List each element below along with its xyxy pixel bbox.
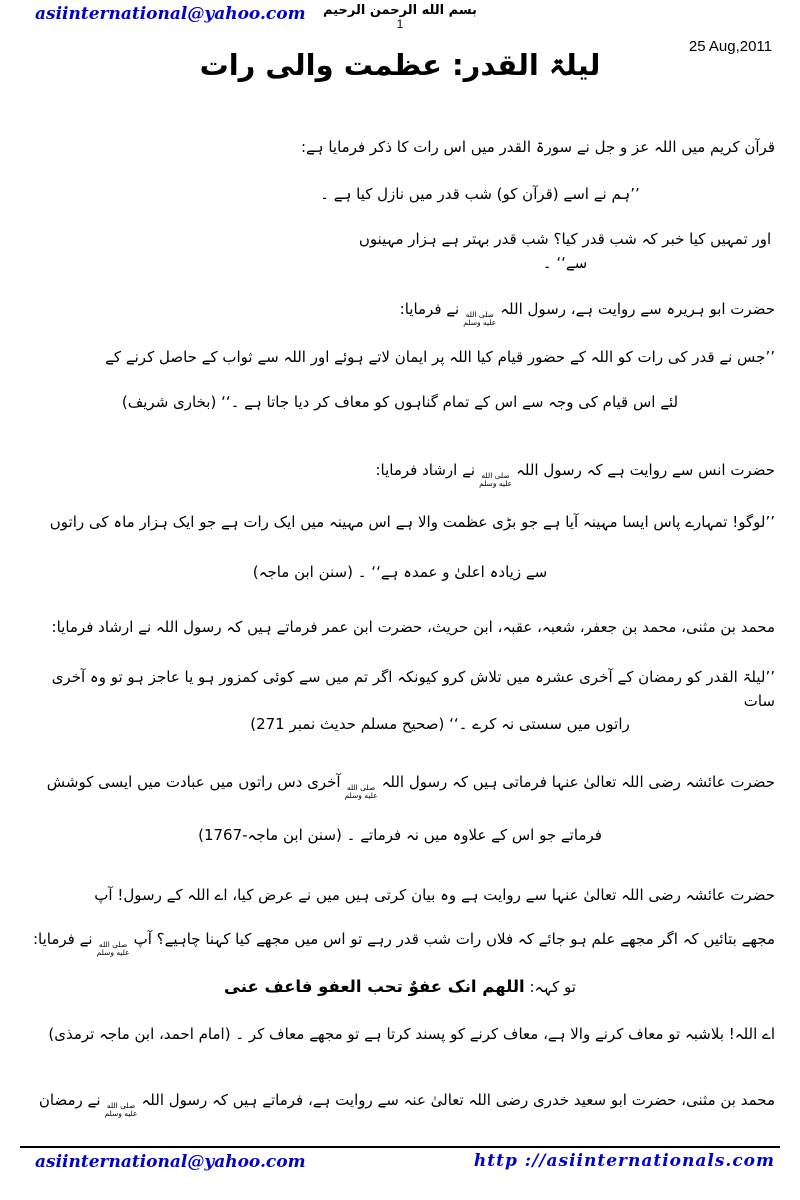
header-email-link[interactable]: asiinternational@yahoo.com (35, 4, 306, 24)
hadith-3-text-line-2: راتوں میں سستی نہ کرے ۔‘‘ (صحیح مسلم حدیث نمبر 271) (250, 715, 630, 733)
hadith-1-text-line-2: لئے اس قیام کی وجہ سے اس کے تمام گناہوں کو معاف کر دیا جاتا ہے ۔‘‘ (بخاری شریف) (121, 393, 679, 411)
hadith-5-text-line-2 (25, 927, 775, 957)
hadith-text: نے فرمایا: (33, 930, 93, 948)
hadith-3-attribution: محمد بن مثنی، محمد بن جعفر، شعبہ، عقبہ، ابن حریث، حضرت ابن عمر فرماتے ہیں کہ رسول اللہ نے ارشاد فرمایا: (51, 618, 775, 636)
hadith-1-attribution (25, 297, 775, 327)
bismillah-text: بسم الله الرحمن الرحيم (323, 3, 477, 18)
hadith-2-text-line-1: ’’لوگو! تمہارے پاس ایسا مہینہ آیا ہے جو بڑی عظمت والا ہے اس مہینہ میں ایک رات ہے جو ایک ہزار ماہ کی راتوں (49, 513, 775, 531)
hadith-4-text-line-2: فرماتے جو اس کے علاوہ میں نہ فرماتے ۔ (سنن ابن ماجہ-‏1767) (198, 826, 602, 844)
hadith-5-text-line-1: حضرت عائشہ رضی اللہ تعالیٰ عنہا سے روایت ہے وہ بیان کرتی ہیں میں نے عرض کیا، اے اللہ کے رسول! آپ (94, 886, 775, 904)
attribution-text: نے فرمایا: (399, 300, 460, 318)
page-number: 1 (396, 17, 404, 31)
hadith-6-text-line-1 (25, 1088, 775, 1118)
hadith-3-text-line-1: ’’لیلۃ القدر کو رمضان کے آخری عشرہ میں تلاش کرو کیونکہ اگر تم میں سے کوئی کمزور ہو یا عاجز ہو تو وہ آخری سات (51, 668, 775, 710)
hadith-text: آخری دس راتوں میں عبادت میں ایسی کوشش (46, 773, 341, 791)
footer-email-link[interactable]: asiinternational@yahoo.com (35, 1152, 306, 1172)
quran-quote-line-2: اور تمہیں کیا خبر کہ شب قدر کیا؟ شب قدر بہتر ہے ہزار مہینوں سے‘‘ ۔ (358, 230, 772, 272)
footer-website-link[interactable]: http ://asiinternationals.com (473, 1151, 775, 1171)
dua-intro: تو کہہ: (529, 978, 576, 996)
pbuh-honorific-mark: صلى الله عليه وسلم (96, 940, 130, 957)
hadith-text: مجھے بتائیں کہ اگر مجھے علم ہو جائے کہ فلاں رات شب قدر رہے تو اس میں مجھے کیا کہنا چاہیے؟ آپ (133, 930, 775, 948)
page-title: لیلۃ القدر: عظمت والی رات (199, 48, 601, 82)
attribution-text: حضرت انس سے روایت ہے کہ رسول اللہ (516, 461, 775, 479)
hadith-4-text-line-1 (25, 770, 775, 800)
hadith-2-attribution (25, 458, 775, 488)
pbuh-honorific-mark: صلى الله عليه وسلم (344, 783, 378, 800)
hadith-text: نے رمضان (38, 1091, 101, 1109)
footer-divider (20, 1146, 780, 1148)
hadith-1-text-line-1: ’’جس نے قدر کی رات کو اللہ کے حضور قیام کیا اللہ پر ایمان لاتے ہوئے اور اللہ سے ثواب کے حاصل کرنے کے (105, 348, 775, 366)
hadith-2-text-line-2: سے زیادہ اعلیٰ و عمدہ ہے‘‘ ۔ (سنن ابن ماجہ) (252, 563, 548, 581)
pbuh-honorific-mark: صلى الله عليه وسلم (463, 310, 497, 327)
quran-quote-line-1: ’’ہم نے اسے (قرآن کو) شب قدر میں نازل کیا ہے ۔ (320, 185, 640, 203)
attribution-text: حضرت ابو ہریرہ سے روایت ہے، رسول اللہ (500, 300, 775, 318)
pbuh-honorific-mark: صلى الله عليه وسلم (479, 471, 513, 488)
hadith-text: محمد بن مثنی، حضرت ابو سعید خدری رضی اللہ تعالیٰ عنہ سے روایت ہے، فرماتے ہیں کہ رسول اللہ (141, 1091, 775, 1109)
pbuh-honorific-mark: صلى الله عليه وسلم (104, 1101, 138, 1118)
dua-arabic-text: اللهم انک عفوٌ تحب العفو فاعف عنی (224, 977, 525, 996)
date-text: 25 Aug,2011 (688, 38, 772, 55)
dua-line (25, 975, 775, 999)
attribution-text: نے ارشاد فرمایا: (375, 461, 476, 479)
dua-translation-line: اے اللہ! بلاشبہ تو معاف کرنے والا ہے، معاف کرنے کو پسند کرتا ہے تو مجھے معاف کر ۔ (امام احمد، ابن ماجہ ترمذی) (48, 1025, 775, 1043)
hadith-text: حضرت عائشہ رضی اللہ تعالیٰ عنہا فرماتی ہیں کہ رسول اللہ (381, 773, 775, 791)
quran-intro-line: قرآن کریم میں اللہ عز و جل نے سورۃ القدر میں اس رات کا ذکر فرمایا ہے: (300, 138, 775, 156)
